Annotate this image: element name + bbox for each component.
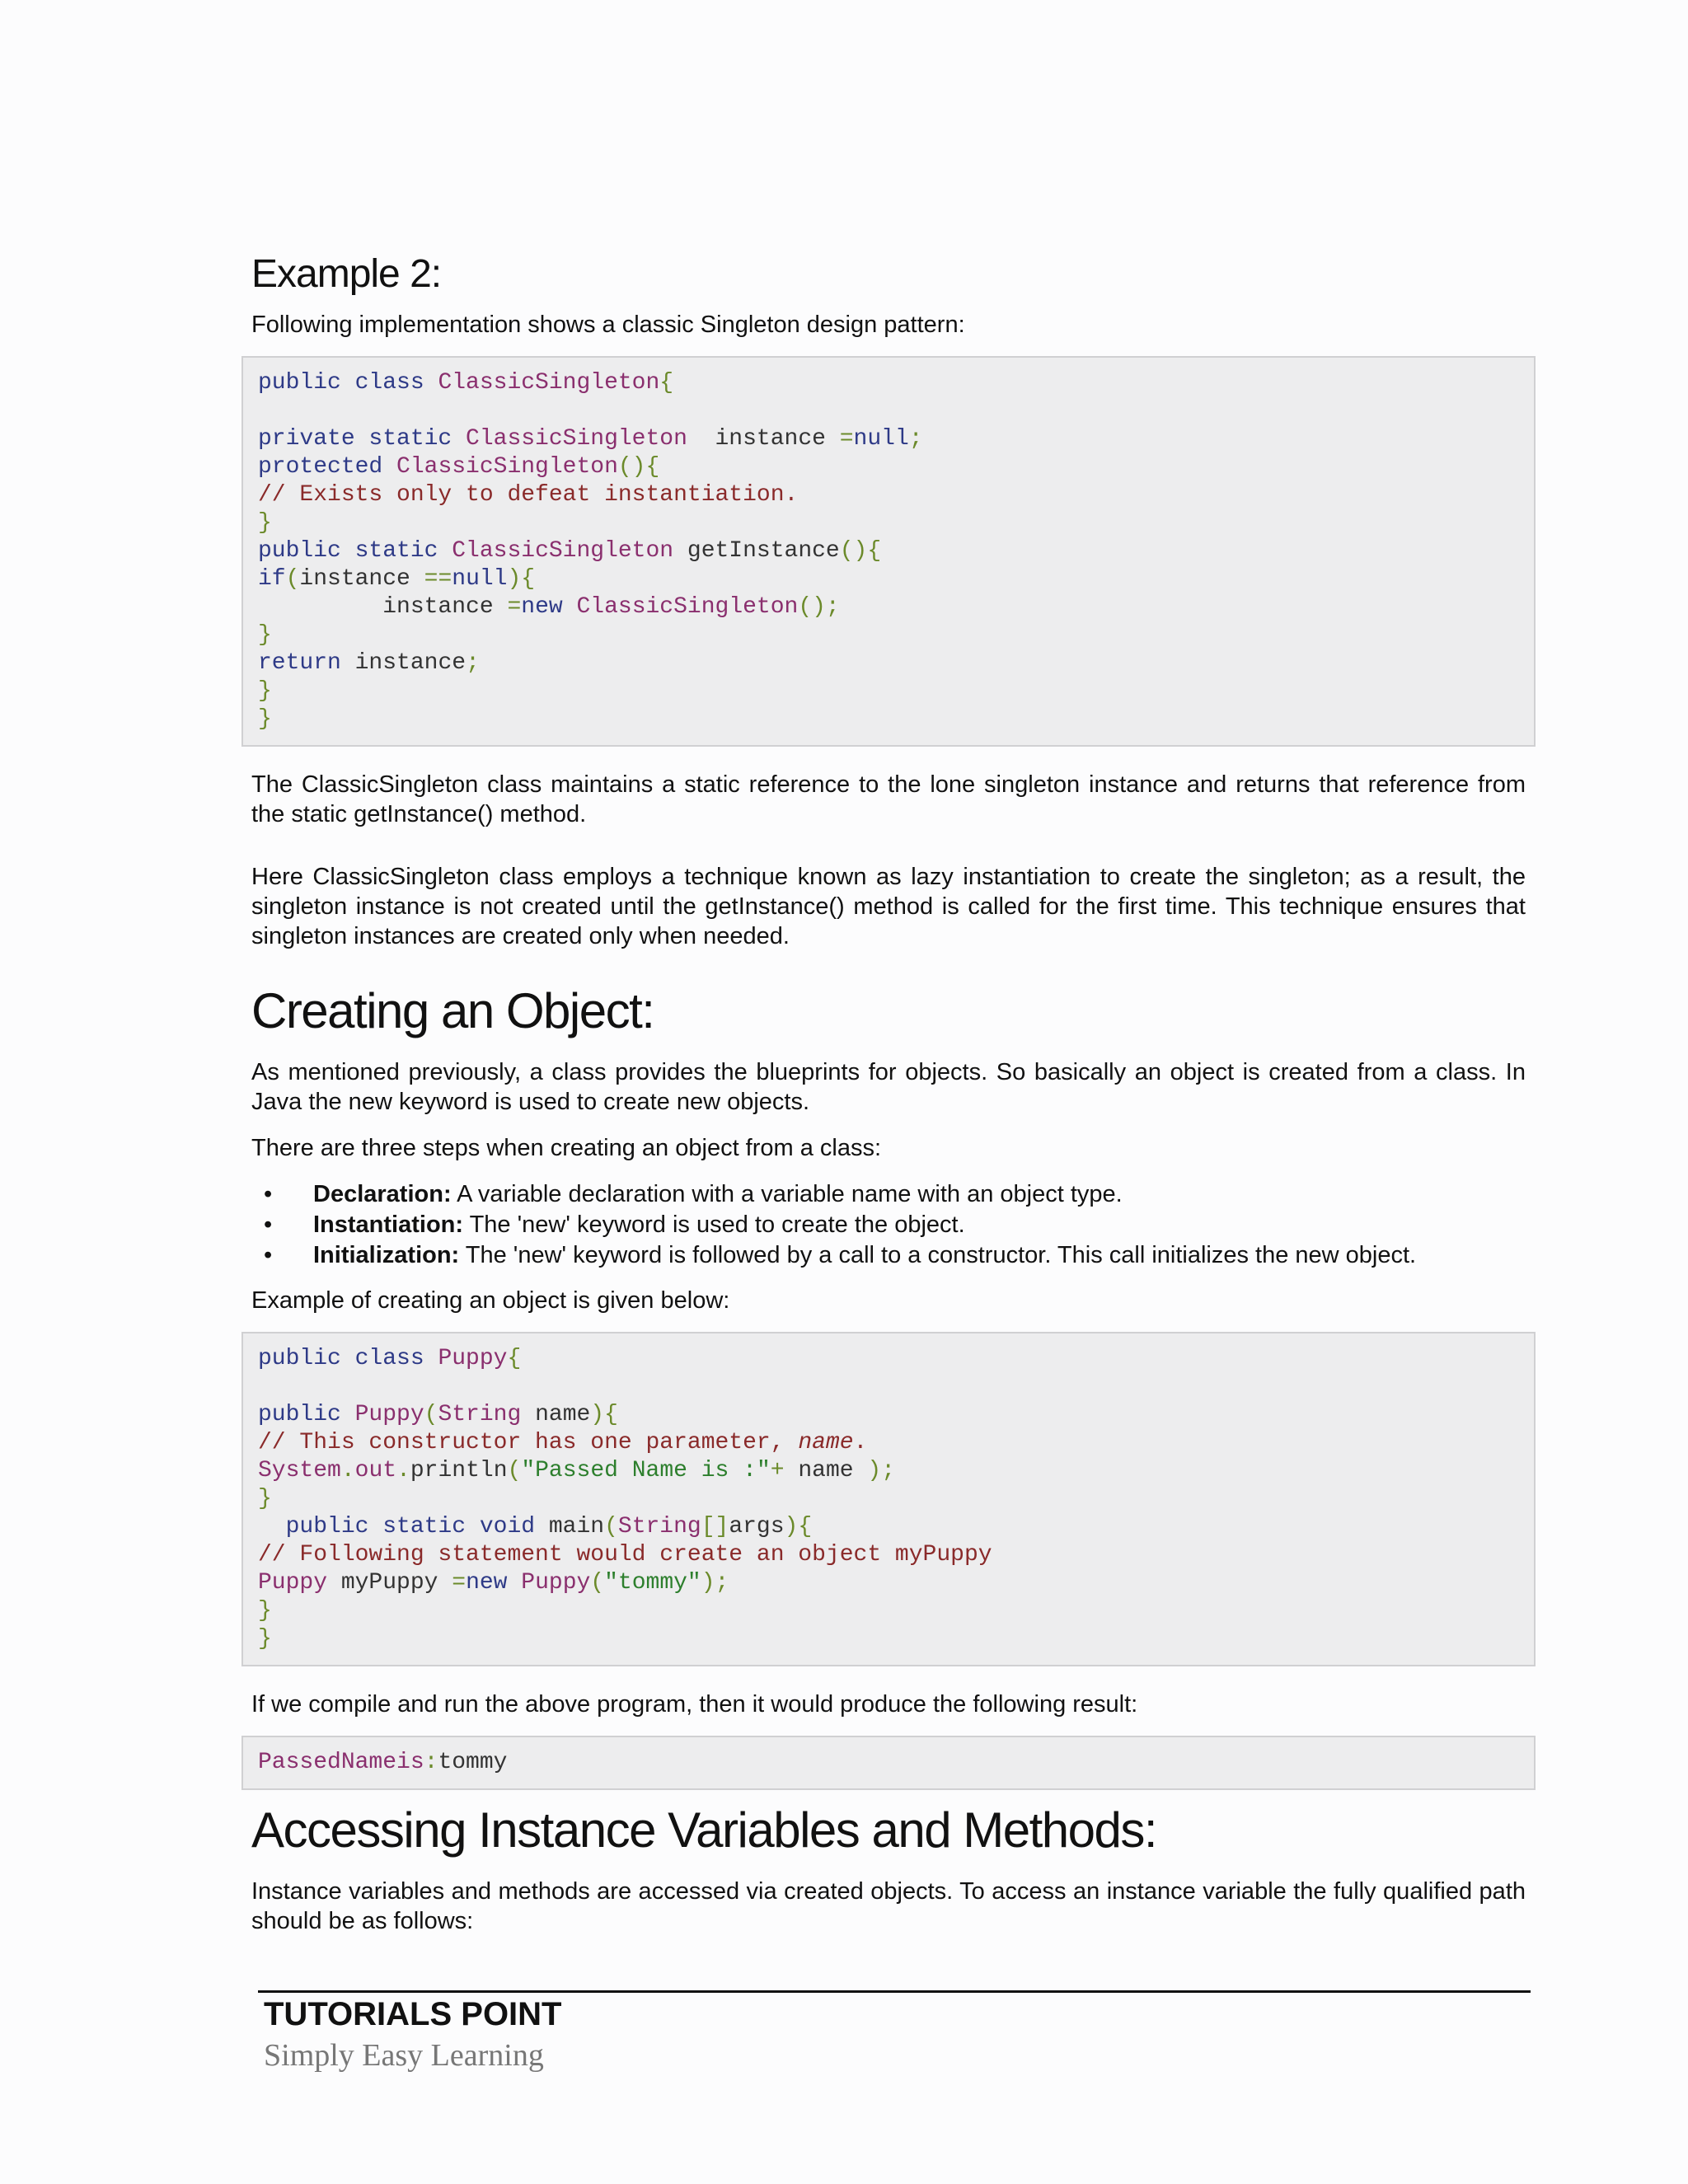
bullet: • — [264, 1212, 273, 1238]
code-token: (){ — [839, 538, 882, 564]
output-code-block — [241, 1736, 1536, 1790]
code-token: . — [853, 1430, 868, 1455]
code-token: . — [396, 1458, 410, 1483]
footer-subtitle: Simply Easy Learning — [264, 2038, 544, 2073]
code-line — [258, 565, 1519, 593]
bullet: • — [264, 1181, 273, 1207]
footer-divider — [258, 1990, 1531, 1993]
code-line — [258, 509, 1519, 537]
code-token: String — [617, 1514, 701, 1540]
code-line — [258, 705, 1519, 733]
code-token: ( — [285, 566, 300, 592]
code-line — [258, 453, 1519, 481]
code-line — [258, 1485, 1519, 1513]
code-token: . — [340, 1458, 355, 1483]
code-line — [258, 677, 1519, 705]
code-token: Puppy — [354, 1402, 424, 1427]
list-item — [251, 1210, 1526, 1240]
code-line — [258, 397, 1519, 425]
code-token: } — [258, 678, 272, 704]
code-token: new — [521, 594, 577, 620]
footer-title: TUTORIALS POINT — [264, 1996, 562, 2032]
code-line — [258, 1625, 1519, 1653]
code-token: ClassicSingleton — [466, 426, 687, 452]
code-line — [258, 1513, 1519, 1541]
code-token: main — [548, 1514, 605, 1540]
code-token: instance — [299, 566, 424, 592]
code-token: Puppy — [438, 1346, 508, 1371]
code-token: ( — [590, 1570, 605, 1596]
code-token: = — [452, 1570, 467, 1596]
code-line — [258, 1373, 1519, 1401]
code-token: ; — [908, 426, 923, 452]
code-token: protected — [258, 454, 397, 480]
code-token: } — [258, 706, 272, 732]
code-token: "tommy" — [604, 1570, 701, 1596]
code-token: ); — [701, 1570, 729, 1596]
steps-list — [251, 1179, 1526, 1271]
code-token: String — [438, 1402, 522, 1427]
puppy-code-block — [241, 1332, 1536, 1666]
step-text: The 'new' keyword is used to create the object. — [463, 1212, 965, 1238]
list-item — [251, 1240, 1526, 1271]
code-token: private static — [258, 426, 467, 452]
code-token: System — [258, 1458, 341, 1483]
code-token: // Following statement would create an object myPuppy — [258, 1542, 992, 1568]
code-token: // This constructor has one parameter, — [258, 1430, 799, 1455]
code-token: + — [770, 1458, 785, 1483]
list-item — [251, 1179, 1526, 1210]
code-token: ClassicSingleton — [438, 370, 660, 396]
code-token: ( — [604, 1514, 618, 1540]
code-token: Puppy — [521, 1570, 591, 1596]
step-text: A variable declaration with a variable name with an object type. — [451, 1181, 1123, 1207]
singleton-code-block — [241, 356, 1536, 747]
code-token: } — [258, 1598, 272, 1624]
code-token: = — [839, 426, 854, 452]
code-token: ClassicSingleton — [396, 454, 618, 480]
code-token: (); — [798, 594, 840, 620]
code-line — [258, 369, 1519, 397]
code-line — [258, 1569, 1519, 1597]
code-token: instance — [258, 594, 508, 620]
step-term: Instantiation: — [313, 1212, 464, 1238]
code-token: ( — [507, 1458, 522, 1483]
code-token: tommy — [438, 1750, 508, 1775]
code-token: } — [258, 1626, 272, 1652]
code-token: getInstance — [673, 538, 840, 564]
code-line — [258, 425, 1519, 453]
step-text: The 'new' keyword is followed by a call to a constructor. This call initializes the new object. — [459, 1242, 1417, 1268]
code-token: ); — [867, 1458, 896, 1483]
example2-intro: Following implementation shows a classic Singleton design pattern: — [251, 312, 965, 338]
code-token: ( — [424, 1402, 438, 1427]
bullet: • — [264, 1242, 273, 1268]
code-token: "Passed Name is :" — [521, 1458, 771, 1483]
step-term: Declaration: — [313, 1181, 452, 1207]
code-token: public — [258, 1402, 355, 1427]
code-token: args — [729, 1514, 785, 1540]
code-token: PassedNameis — [258, 1750, 424, 1775]
code-token: instance — [340, 650, 467, 676]
example2-paragraph-1: The ClassicSingleton class maintains a static reference to the lone singleton instance and returns that reference from the static getInstance() method. — [251, 771, 1526, 827]
code-token: // Exists only to defeat instantiation. — [258, 482, 799, 508]
code-token: name — [784, 1458, 868, 1483]
code-token: public static void — [258, 1514, 549, 1540]
code-line — [258, 1749, 1519, 1777]
code-line — [258, 621, 1519, 649]
code-token: println — [410, 1458, 508, 1483]
code-token: ){ — [590, 1402, 618, 1427]
code-line — [258, 1457, 1519, 1485]
page-content — [251, 251, 1526, 1952]
code-token: name — [798, 1430, 854, 1455]
code-line — [258, 649, 1519, 677]
code-token: public class — [258, 370, 438, 396]
code-token: ; — [466, 650, 480, 676]
code-token: } — [258, 510, 272, 536]
creating-paragraph-3: Example of creating an object is given below: — [251, 1287, 730, 1314]
example2-heading: Example 2: — [251, 252, 442, 296]
code-token: { — [659, 370, 674, 396]
code-line — [258, 537, 1519, 565]
code-token: if — [258, 566, 286, 592]
code-line — [258, 1541, 1519, 1569]
code-token: myPuppy — [327, 1570, 452, 1596]
code-line — [258, 1345, 1519, 1373]
code-token: instance — [687, 426, 840, 452]
code-token: name — [521, 1402, 591, 1427]
code-token: public class — [258, 1346, 438, 1371]
code-token: { — [507, 1346, 522, 1371]
code-token: Puppy — [258, 1570, 328, 1596]
code-token: ClassicSingleton — [576, 594, 799, 620]
code-token: [] — [701, 1514, 729, 1540]
code-token: out — [354, 1458, 397, 1483]
creating-paragraph-2: There are three steps when creating an object from a class: — [251, 1135, 882, 1161]
code-token: { — [521, 566, 536, 592]
code-line — [258, 481, 1519, 509]
creating-object-heading: Creating an Object: — [251, 983, 654, 1038]
accessing-paragraph-1: Instance variables and methods are accessed via created objects. To access an instance variable the fully qualified path should be as follows: — [251, 1878, 1526, 1934]
code-token: } — [258, 622, 272, 648]
step-term: Initialization: — [313, 1242, 460, 1268]
code-token: : — [424, 1750, 438, 1775]
code-line — [258, 1597, 1519, 1625]
code-token: (){ — [617, 454, 660, 480]
code-token: null — [853, 426, 909, 452]
code-token: null — [452, 566, 508, 592]
code-token: new — [466, 1570, 522, 1596]
code-token: ) — [507, 566, 522, 592]
code-line — [258, 1429, 1519, 1457]
code-token: = — [507, 594, 522, 620]
code-line — [258, 593, 1519, 621]
creating-paragraph-4: If we compile and run the above program, then it would produce the following result: — [251, 1691, 1138, 1718]
code-token: return — [258, 650, 341, 676]
code-token: ClassicSingleton — [452, 538, 674, 564]
code-token: } — [258, 1486, 272, 1511]
code-token: == — [424, 566, 452, 592]
creating-paragraph-1: As mentioned previously, a class provides the blueprints for objects. So basically an object is created from a class. In Java the new keyword is used to create new objects. — [251, 1059, 1526, 1115]
example2-paragraph-2: Here ClassicSingleton class employs a technique known as lazy instantiation to create the singleton; as a result, the singleton instance is not created until the getInstance() method is called for the first time. This technique ensures that singleton instances are created only when needed. — [251, 864, 1526, 949]
code-token: public static — [258, 538, 452, 564]
accessing-heading: Accessing Instance Variables and Methods: — [251, 1802, 1157, 1858]
code-token: ){ — [784, 1514, 813, 1540]
code-line — [258, 1401, 1519, 1429]
